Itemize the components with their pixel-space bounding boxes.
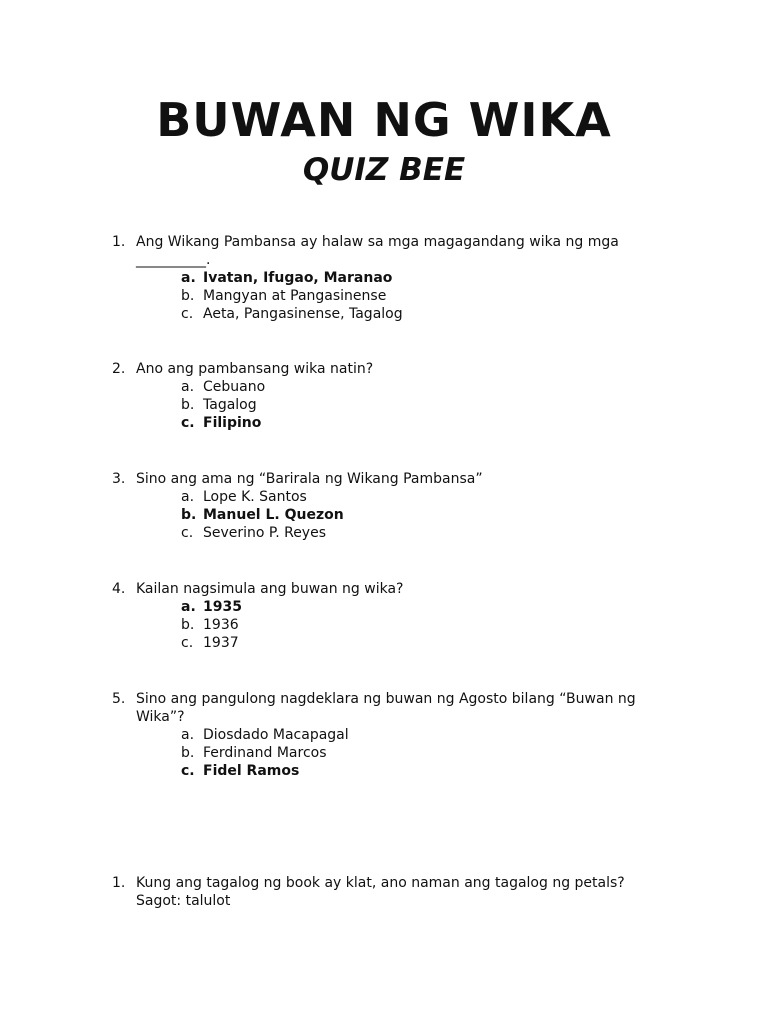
choice-text: Lope K. Santos bbox=[203, 489, 307, 505]
question-2 bbox=[112, 360, 652, 432]
choice-text: Cebuano bbox=[203, 379, 266, 395]
question-3 bbox=[112, 470, 652, 542]
choice-item bbox=[112, 634, 652, 652]
choice-letter: c. bbox=[181, 415, 195, 431]
choice-letter: a. bbox=[181, 379, 195, 395]
choice-letter: c. bbox=[181, 763, 195, 779]
choice-text: Ivatan, Ifugao, Maranao bbox=[203, 270, 393, 286]
choice-letter: a. bbox=[181, 489, 195, 505]
page-subtitle: QUIZ BEE bbox=[302, 152, 466, 188]
question-text: Sino ang ama ng “Barirala ng Wikang Pambansa” bbox=[136, 471, 483, 487]
choice-item bbox=[112, 598, 652, 616]
choice-letter: b. bbox=[181, 397, 195, 413]
choice-text: Severino P. Reyes bbox=[203, 525, 326, 541]
choice-text: 1936 bbox=[203, 617, 239, 633]
question-number: 3. bbox=[112, 471, 126, 487]
choice-list bbox=[112, 598, 652, 652]
choice-letter: b. bbox=[181, 617, 195, 633]
choice-item bbox=[112, 378, 652, 396]
choice-text: Manuel L. Quezon bbox=[203, 507, 344, 523]
choice-text: Filipino bbox=[203, 415, 262, 431]
choice-letter: a. bbox=[181, 727, 195, 743]
question-text: Ang Wikang Pambansa ay halaw sa mga magagandang wika ng mga __________. bbox=[136, 234, 619, 268]
question-number: 4. bbox=[112, 581, 126, 597]
choice-text: Mangyan at Pangasinense bbox=[203, 288, 387, 304]
question-number: 1. bbox=[112, 234, 126, 250]
choice-item bbox=[112, 269, 652, 287]
choice-item bbox=[112, 287, 652, 305]
bonus-question bbox=[112, 874, 652, 910]
choice-item bbox=[112, 744, 652, 762]
choice-letter: c. bbox=[181, 525, 194, 541]
choice-text: 1935 bbox=[203, 599, 242, 615]
choice-letter: a. bbox=[181, 270, 196, 286]
question-text: Ano ang pambansang wika natin? bbox=[136, 361, 374, 377]
choice-item bbox=[112, 305, 652, 323]
choice-text: Tagalog bbox=[203, 397, 257, 413]
answer-text: Sagot: talulot bbox=[136, 893, 231, 909]
choice-item bbox=[112, 396, 652, 414]
choice-letter: b. bbox=[181, 507, 197, 523]
choice-item bbox=[112, 414, 652, 432]
choice-item bbox=[112, 488, 652, 506]
choice-item bbox=[112, 524, 652, 542]
choice-item bbox=[112, 762, 652, 780]
choice-letter: a. bbox=[181, 599, 196, 615]
question-number: 2. bbox=[112, 361, 126, 377]
question-text: Kung ang tagalog ng book ay klat, ano naman ang tagalog ng petals? bbox=[136, 875, 625, 891]
question-5 bbox=[112, 690, 652, 780]
question-text: Sino ang pangulong nagdeklara ng buwan ng Agosto bilang “Buwan ng Wika”? bbox=[136, 691, 636, 725]
choice-text: 1937 bbox=[203, 635, 239, 651]
choice-list bbox=[112, 726, 652, 780]
choice-list bbox=[112, 488, 652, 542]
choice-text: Ferdinand Marcos bbox=[203, 745, 327, 761]
question-number: 5. bbox=[112, 691, 126, 707]
question-text: Kailan nagsimula ang buwan ng wika? bbox=[136, 581, 404, 597]
choice-text: Fidel Ramos bbox=[203, 763, 300, 779]
choice-letter: b. bbox=[181, 745, 195, 761]
choice-list bbox=[112, 378, 652, 432]
question-number: 1. bbox=[112, 875, 126, 891]
choice-list bbox=[112, 269, 652, 323]
choice-item bbox=[112, 506, 652, 524]
choice-text: Diosdado Macapagal bbox=[203, 727, 349, 743]
page-title: BUWAN NG WIKA bbox=[156, 93, 612, 147]
choice-item bbox=[112, 616, 652, 634]
question-4 bbox=[112, 580, 652, 652]
question-1 bbox=[112, 233, 652, 323]
choice-letter: c. bbox=[181, 306, 194, 322]
choice-letter: c. bbox=[181, 635, 194, 651]
choice-letter: b. bbox=[181, 288, 195, 304]
choice-text: Aeta, Pangasinense, Tagalog bbox=[203, 306, 403, 322]
choice-item bbox=[112, 726, 652, 744]
